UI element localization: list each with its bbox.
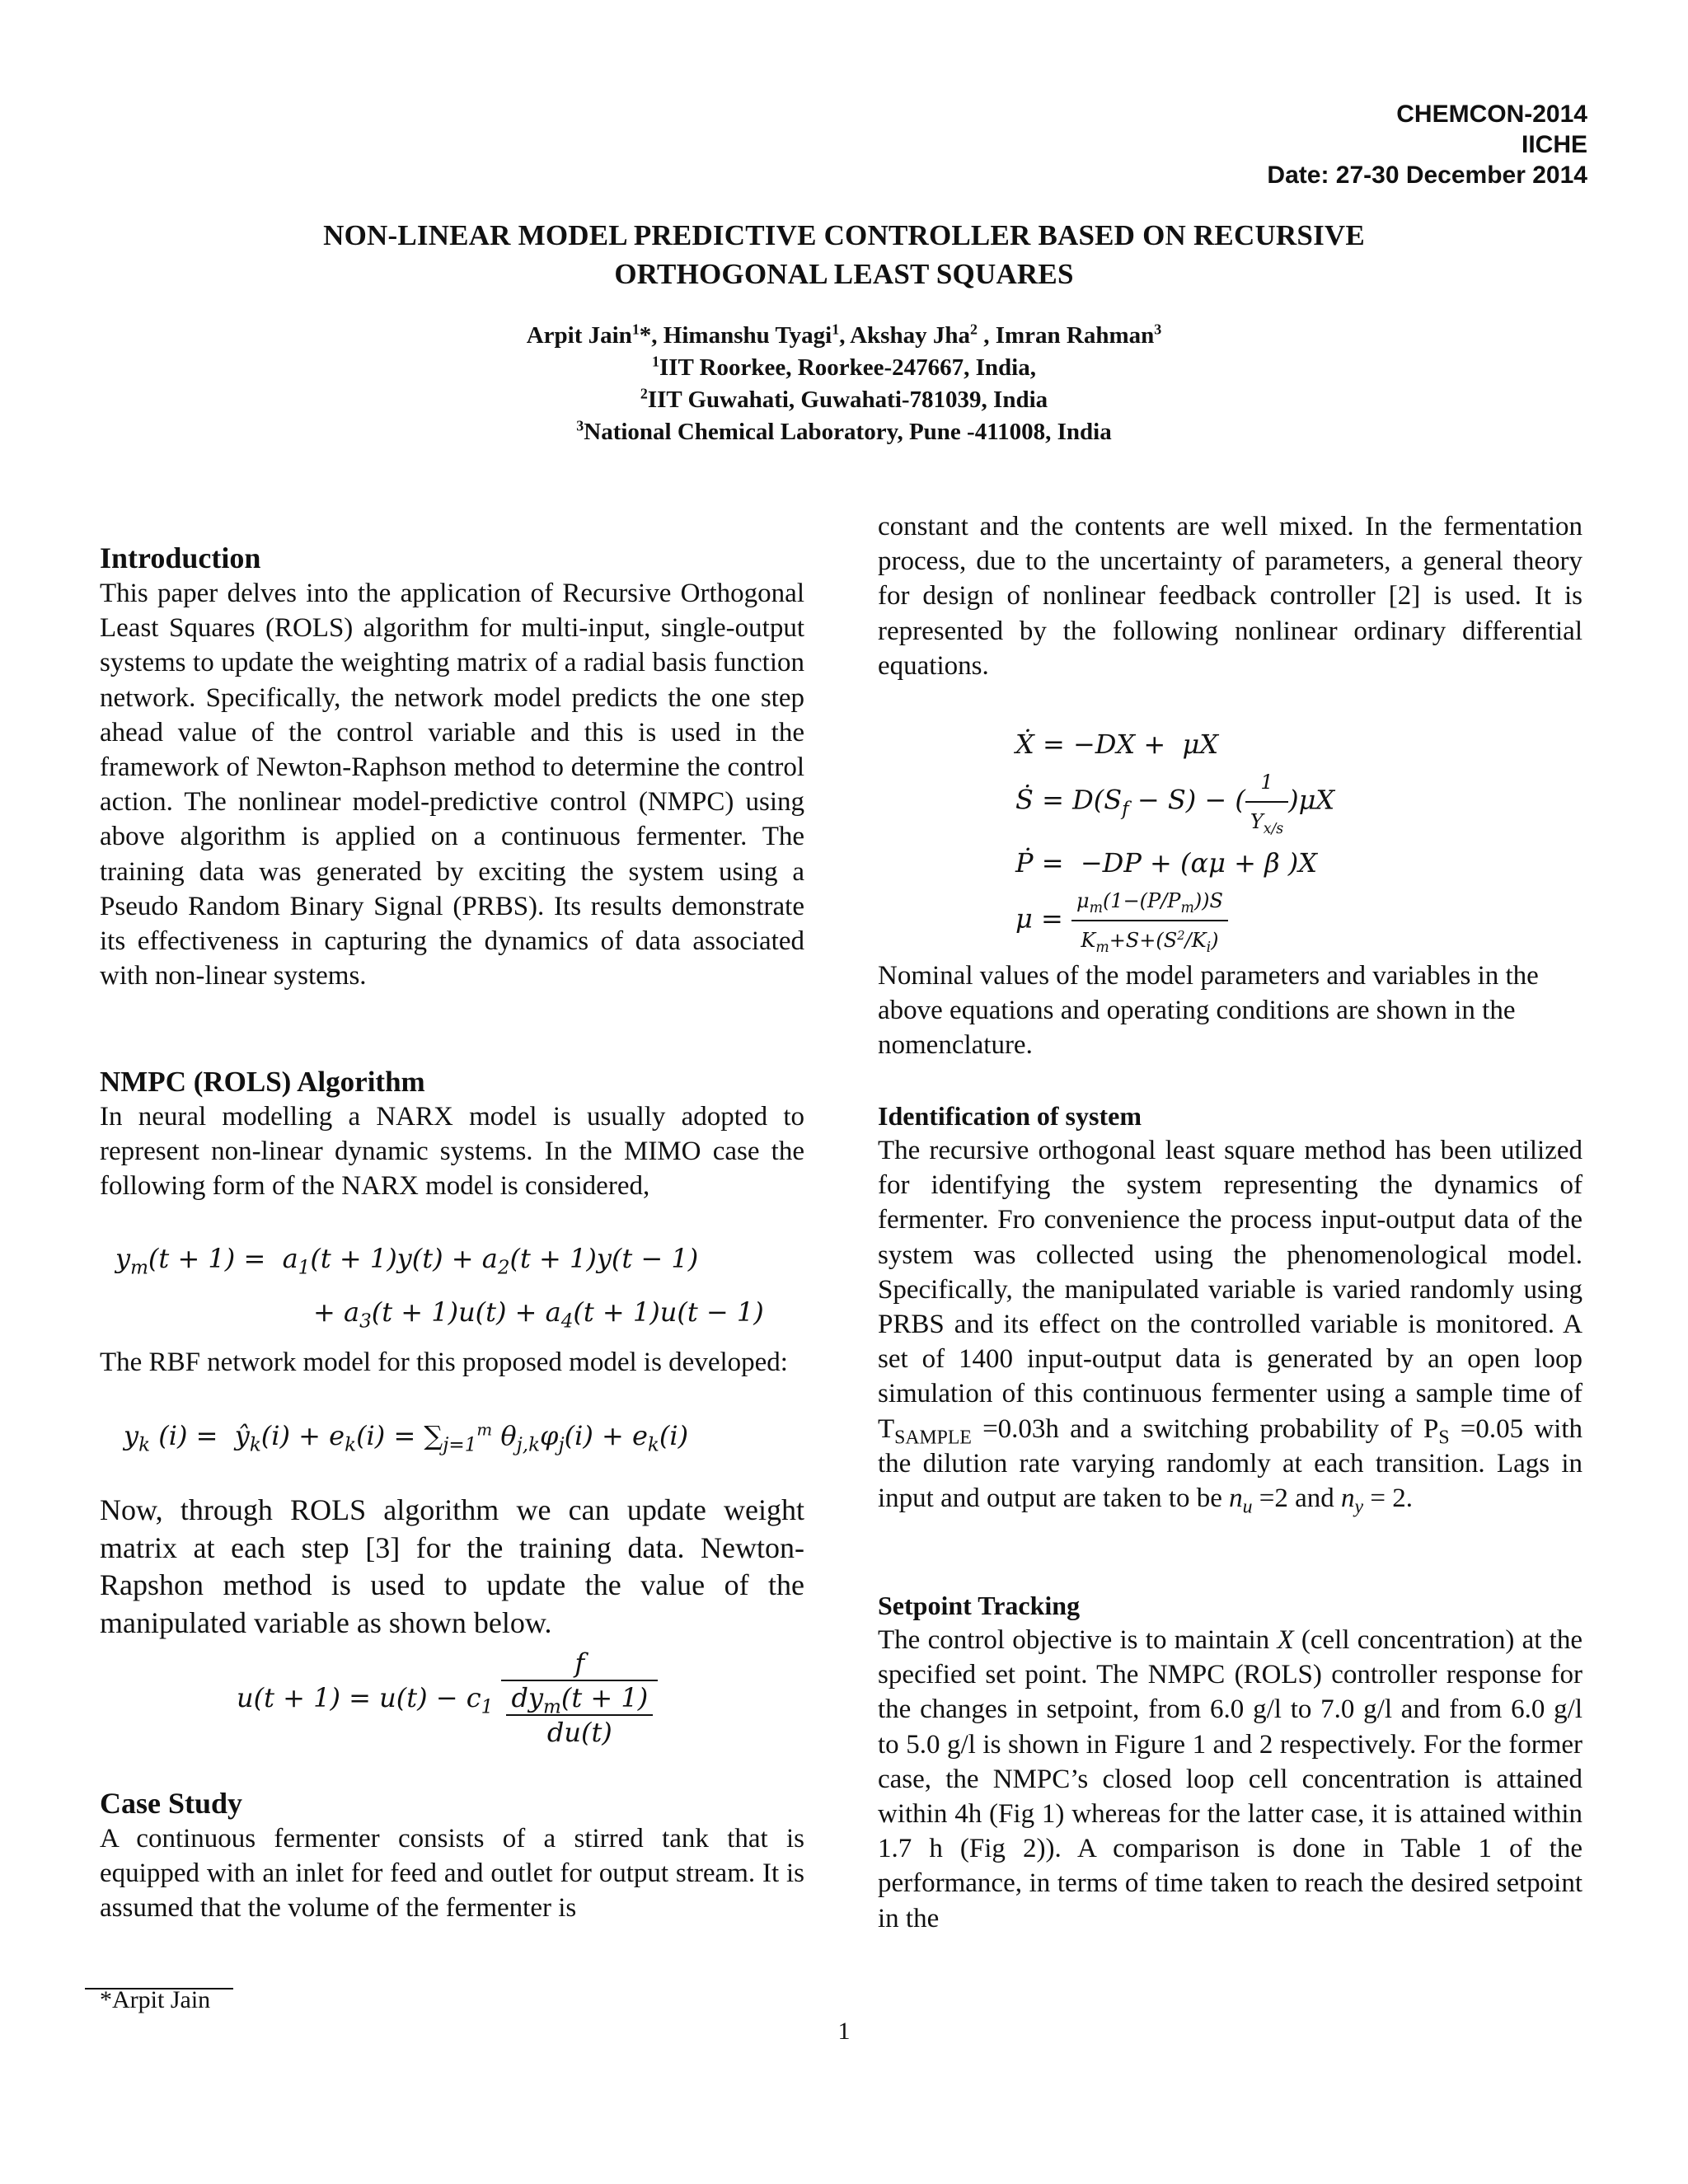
- introduction-section: [100, 540, 804, 993]
- affiliation-3: $^3$National Chemical Laboratory, Pune -411008, India: [576, 417, 1112, 445]
- title-line-2: ORTHOGONAL LEAST SQUARES: [614, 258, 1074, 290]
- footnote: *Arpit Jain: [100, 1986, 211, 2013]
- affiliation-2: $^2$IIT Guwahati, Guwahati-781039, India: [640, 385, 1048, 413]
- identification-heading: Identification of system: [878, 1101, 1142, 1131]
- narx-equation-line-1: $y_m(t + 1) = a_1(t + 1)y(t) + a_2(t + 1)y(t - 1)$: [115, 1243, 699, 1279]
- author-2: Himanshu Tyagi: [663, 322, 832, 349]
- equation-s-dot: Ṡ = $D(S_f - S)$ − ( $\frac{1}{Y_{x/s}}$ )μX: [1015, 763, 1334, 841]
- setpoint-heading: Setpoint Tracking: [878, 1591, 1081, 1620]
- rbf-text: The RBF network model for this proposed model is developed:: [100, 1347, 788, 1377]
- author-3: Akshay Jha: [850, 322, 970, 349]
- case-study-section: [100, 1785, 804, 1926]
- fermenter-equations: [1015, 725, 1334, 959]
- affiliation-1: $^1$IIT Roorkee, Roorkee-247667, India,: [651, 353, 1036, 381]
- conference-date: Date: 27-30 December 2014: [1267, 162, 1587, 189]
- rols-text: Now, through ROLS algorithm we can update weight matrix at each step [3] for the training data. Newton-Rapshon method is used to update the value of the manipulated variable as shown below.: [100, 1493, 804, 1639]
- setpoint-text: The control objective is to maintain X (cell concentration) at the specified set point. The NMPC (ROLS) controller response for the changes in setpoint, from 6.0 g/l to 7.0 g/l and from 6.0 g/l to 5.0 g/l is shown in Figure 1 and 2 respectively. For the former case, the NMPC’s closed loop cell concentration is attained within 4h (Fig 1) whereas for the latter case, it is attained within 1.7 h (Fig 2)). A comparison is done in Table 1 of the performance, in terms of time taken to reach the desired setpoint in the: [878, 1625, 1582, 1933]
- identification-section: [878, 1099, 1582, 1516]
- conference-name: CHEMCON-2014: [1396, 101, 1587, 128]
- title-line-1: NON-LINEAR MODEL PREDICTIVE CONTROLLER BASED ON RECURSIVE: [323, 219, 1365, 251]
- nmpc-text-1: In neural modelling a NARX model is usually adopted to represent non-linear dynamic systems. In the MIMO case the following form of the NARX model is considered,: [100, 1102, 804, 1202]
- paper-title: [0, 216, 1688, 293]
- author-block: [0, 320, 1688, 448]
- author-list: Arpit Jain$^1$*, Himanshu Tyagi$^1$, Akshay Jha$^2$ , Imran Rahman$^3$: [526, 321, 1162, 349]
- equation-p-dot: Ṗ = −DP + (αμ + β )X: [1015, 847, 1317, 879]
- case-study-continued: constant and the contents are well mixed. In the fermentation process, due to the uncertainty of parameters, a general theory for design of nonlinear feedback controller [2] is used. It is represented by the following nonlinear ordinary differential equations.: [878, 512, 1582, 681]
- case-study-text: A continuous fermenter consists of a stirred tank that is equipped with an inlet for feed and outlet for output stream. It is assumed that the volume of the fermenter is: [100, 1824, 804, 1924]
- identification-text: The recursive orthogonal least square method has been utilized for identifying the system representing the dynamics of fermenter. Fro convenience the process input-output data of the system was collected using the phenomenological model. Specifically, the manipulated variable is varied randomly using PRBS and its effect on the controlled variable is monitored. A set of 1400 input-output data is generated by an open loop simulation of this continuous fermenter using a sample time of $T_{SAMPLE} =0.03h$ and a switching probability of $P_S =0.05$ with the dilution rate varying randomly at each transition. Lags in input and output are taken to be $n_u =2$ and $n_y = 2$.: [878, 1136, 1582, 1518]
- nmpc-section: [100, 1065, 804, 1204]
- setpoint-section: [878, 1588, 1582, 1936]
- conference-header: [1267, 99, 1587, 190]
- equation-mu: μ = $\frac{\mu_m(1-(P/P_m))S}{K_m+S+(S^2/K_i)}$: [1015, 882, 1334, 959]
- nominal-values-text: Nominal values of the model parameters and variables in the above equations and operating conditions are shown in the nomenclature.: [878, 961, 1539, 1061]
- author-4: Imran Rahman: [995, 322, 1155, 349]
- rbf-equation: $y_k$ $(i) = ŷ_k(i) + e_k(i) = \sum_{j=1}^m$ $\theta_{j,k}\varphi_j(i) + e_k(i)$: [124, 1420, 689, 1456]
- author-1: Arpit Jain: [526, 322, 632, 349]
- introduction-text: This paper delves into the application of Recursive Orthogonal Least Squares (ROLS) algorithm for multi-input, single-output systems to update the weighting matrix of a radial basis function network. Specifically, the network model predicts the one step ahead value of the control variable and this is used in the framework of Newton-Raphson method to determine the control action. The nonlinear model-predictive control (NMPC) using above algorithm is applied on a continuous fermenter. The training data was generated by exciting the system using a Pseudo Random Binary Signal (PRBS). Its results demonstrate its effectiveness in capturing the dynamics of data associated with non-linear systems.: [100, 579, 804, 991]
- nmpc-heading: NMPC (ROLS) Algorithm: [100, 1066, 425, 1098]
- narx-equation-line-2: + $a_3(t + 1)u(t) + a_4(t + 1)u(t - 1)$: [313, 1296, 764, 1333]
- conference-org: IICHE: [1521, 131, 1587, 158]
- introduction-heading: Introduction: [100, 541, 261, 574]
- newton-raphson-equation: $u(t + 1) = u(t) - c_1$ $\frac{f}{\frac{dy_m(t + 1)}{du(t)}}$: [237, 1647, 658, 1749]
- equation-x-dot: Ẋ = −DX + μX: [1015, 729, 1219, 760]
- case-study-heading: Case Study: [100, 1787, 243, 1820]
- page-number: 1: [837, 2018, 851, 2045]
